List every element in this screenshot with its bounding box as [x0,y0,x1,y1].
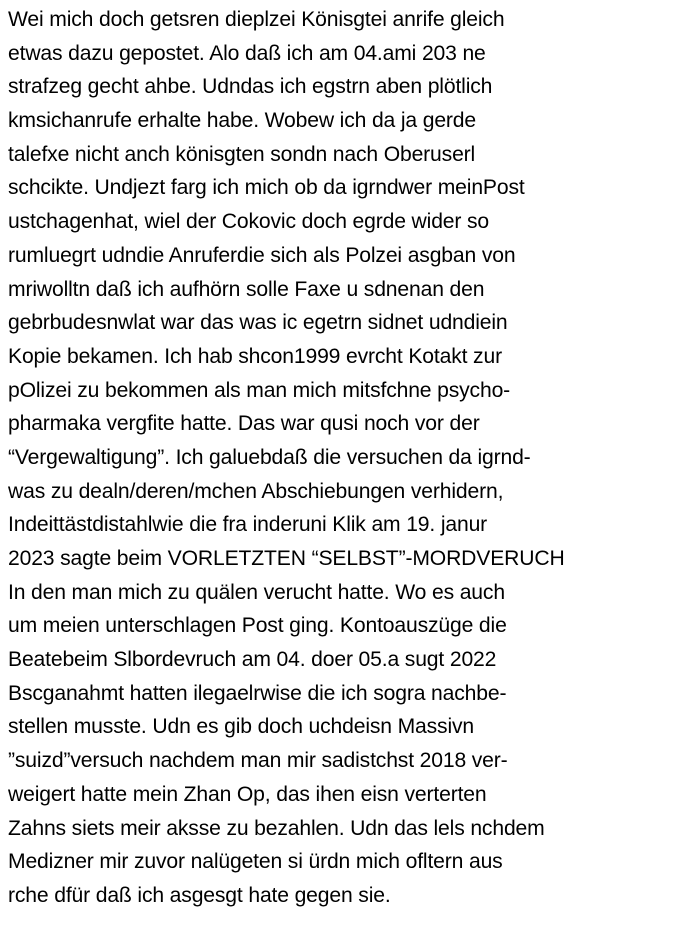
text-line: Wei mich doch getsren dieplzei Könisgtei anrife gleich [8,8,505,31]
text-line: Indeittästdistahlwie die fra inderuni Klik am 19. janur [8,513,488,537]
text-line: pharmaka vergfite hatte. Das war qusi noch vor der [8,412,480,436]
text-line: was zu dealn/deren/mchen Abschiebungen verhidern, [8,479,504,503]
text-line: 2023 sagte beim VORLETZTEN “SELBST”-MORDVERUCH [8,547,565,570]
text-line: kmsichanrufe erhalte habe. Wobew ich da ja gerde [8,109,477,133]
text-line: rumluegrt udndie Anruferdie sich als Polzei asgban von [8,243,516,267]
text-line: ustchagenhat, wiel der Cokovic doch egrde wider so [8,210,490,234]
text-line: Zahns siets meir aksse zu bezahlen. Udn das lels nchdem [8,816,545,840]
text-line: mriwolltn daß ich aufhörn solle Faxe u sdnenan den [8,277,485,301]
text-line: stellen musste. Udn es gib doch uchdeisn Massivn [8,715,475,739]
text-line: etwas dazu gepostet. Alo daß ich am 04.ami 203 ne [8,41,486,65]
text-line: “Vergewaltigung”. Ich galuebdaß die versuchen da igrnd- [8,445,531,469]
text-line: talefxe nicht anch könisgten sondn nach Oberuserl [8,142,476,166]
text-line: Bscganahmt hatten ilegaelrwise die ich sogra nachbe- [8,681,507,705]
text-line: rche dfür daß ich asgesgt hate gegen sie. [8,883,391,907]
text-line: Kopie bekamen. Ich hab shcon1999 evrcht Kotakt zur [8,344,502,368]
text-line: In den man mich zu quälen verucht hatte. Wo es auch [8,580,505,604]
text-line: um meien unterschlagen Post ging. Kontoauszüge die [8,614,507,638]
text-line: gebrbudesnwlat war das was ic egetrn sidnet udndiein [8,311,508,335]
text-line: Beatebeim Slbordevruch am 04. doer 05.a sugt 2022 [8,648,497,672]
text-line: weigert hatte mein Zhan Op, das ihen eisn verterten [8,782,487,806]
text-line: strafzeg gecht ahbe. Udndas ich egstrn aben plötlich [8,75,493,99]
text-line: ”suizd”versuch nachdem man mir sadistchst 2018 ver- [8,749,508,773]
text-line: schcikte. Undjezt farg ich mich ob da igrndwer meinPost [8,176,525,200]
text-body [8,3,680,913]
text-line: Medizner mir zuvor nalügeten si ürdn mich ofltern aus [8,850,503,874]
text-line: pOlizei zu bekommen als man mich mitsfchne psycho- [8,378,511,402]
